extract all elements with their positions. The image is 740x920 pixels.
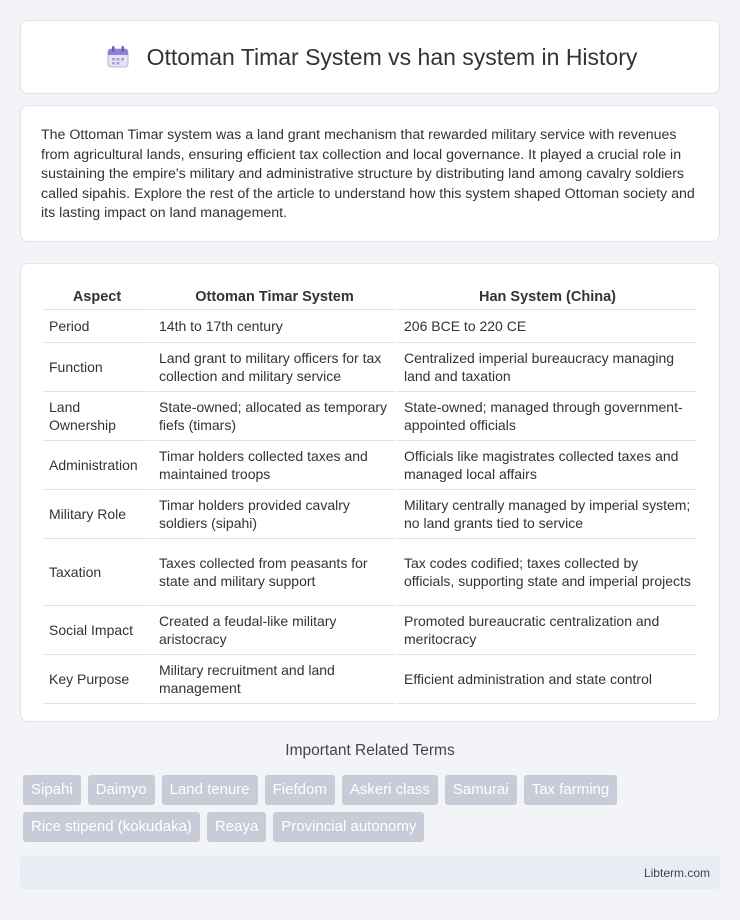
comparison-table [41,284,699,704]
tag-samurai[interactable]: Samurai [445,775,517,805]
column-header-ottoman: Ottoman Timar System [153,284,396,310]
cell-ottoman: Military recruitment and land management [153,655,396,704]
cell-han: Officials like magistrates collected taxes and managed local affairs [398,441,697,490]
table-row [43,490,697,539]
table-row [43,343,697,392]
related-terms-list [23,775,723,842]
cell-ottoman: Created a feudal-like military aristocracy [153,606,396,655]
cell-aspect: Function [43,343,151,392]
comparison-card [20,263,720,722]
tag-land-tenure[interactable]: Land tenure [162,775,258,805]
cell-ottoman: 14th to 17th century [153,310,396,343]
column-header-aspect: Aspect [43,284,151,310]
tag-daimyo[interactable]: Daimyo [88,775,155,805]
title-wrap [103,42,638,72]
footer [20,856,720,889]
footer-site-link[interactable]: Libterm.com [643,865,710,880]
cell-aspect: Military Role [43,490,151,539]
table-row [43,539,697,606]
table-row [43,441,697,490]
cell-aspect: Administration [43,441,151,490]
cell-ottoman: State-owned; allocated as temporary fiefs (timars) [153,392,396,441]
cell-ottoman: Land grant to military officers for tax collection and military service [153,343,396,392]
cell-ottoman: Timar holders provided cavalry soldiers (sipahi) [153,490,396,539]
cell-han: Military centrally managed by imperial system; no land grants tied to service [398,490,697,539]
table-header-row [43,284,697,310]
tag-fiefdom[interactable]: Fiefdom [265,775,335,805]
tag-rice-stipend[interactable]: Rice stipend (kokudaka) [23,812,200,842]
cell-ottoman: Taxes collected from peasants for state and military support [153,539,396,606]
table-row [43,655,697,704]
column-header-han: Han System (China) [398,284,697,310]
table-row [43,310,697,343]
cell-han: Efficient administration and state control [398,655,697,704]
header-card [20,20,720,94]
page-title: Ottoman Timar System vs han system in History [146,43,638,70]
intro-card [20,105,720,242]
cell-han: 206 BCE to 220 CE [398,310,697,343]
tag-sipahi[interactable]: Sipahi [23,775,81,805]
calendar-icon [103,42,133,72]
tag-provincial-autonomy[interactable]: Provincial autonomy [273,812,424,842]
tag-tax-farming[interactable]: Tax farming [524,775,618,805]
cell-han: Centralized imperial bureaucracy managing land and taxation [398,343,697,392]
cell-ottoman: Timar holders collected taxes and maintained troops [153,441,396,490]
intro-text: The Ottoman Timar system was a land grant mechanism that rewarded military service with revenues from agricultural lands, ensuring efficient tax collection and local governance. It played a crucial role in sustaining the empire's military and administrative structure by distributing land among cavalry soldiers called sipahis. Explore the rest of the article to understand how this system shaped Ottoman society and its lasting impact on land management. [41,127,695,221]
table-row [43,392,697,441]
cell-han: Tax codes codified; taxes collected by officials, supporting state and imperial projects [398,539,697,606]
cell-aspect: Key Purpose [43,655,151,704]
table-row [43,606,697,655]
tag-reaya[interactable]: Reaya [207,812,266,842]
tag-askeri-class[interactable]: Askeri class [342,775,438,805]
related-terms-title: Important Related Terms [285,742,455,759]
cell-aspect: Taxation [43,539,151,606]
cell-han: Promoted bureaucratic centralization and meritocracy [398,606,697,655]
cell-aspect: Social Impact [43,606,151,655]
cell-aspect: Land Ownership [43,392,151,441]
cell-aspect: Period [43,310,151,343]
cell-han: State-owned; managed through government-appointed officials [398,392,697,441]
